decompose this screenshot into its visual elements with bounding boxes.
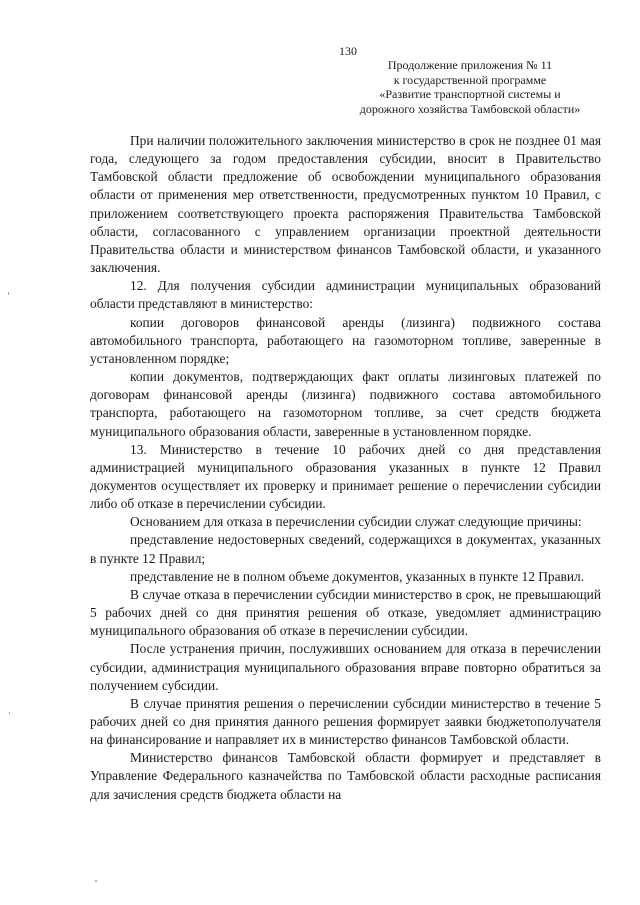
document-body: [90, 132, 601, 804]
paragraph: При наличии положительного заключения министерство в срок не позднее 01 мая года, следующего за годом предоставления субсидии, вносит в Правительство Тамбовской области предложение об освобождении муниципального образования области от применения мер ответственности, предусмотренных пунктом 10 Правил, с приложением соответствующего проекта распоряжения Правительства Тамбовской области, согласованного с управлением организации проектной деятельности Правительства области и министерством финансов Тамбовской области, и указанного заключения.: [90, 133, 601, 276]
list-item: копии документов, подтверждающих факт оплаты лизинговых платежей по договорам финансовой аренды (лизинга) подвижного состава автомобильного транспорта, работающего на газомоторном топливе, за счет средств бюджета муниципального образования области, заверенные в установленном порядке.: [90, 369, 601, 439]
paragraph: В случае принятия решения о перечислении субсидии министерство в течение 5 рабочих дней со дня принятия данного решения формирует заявки бюджетополучателя на финансирование и направляет их в министерство финансов Тамбовской области.: [90, 695, 601, 748]
list-item: представление не в полном объеме документов, указанных в пункте 12 Правил.: [130, 568, 585, 584]
page-number: 130: [339, 44, 357, 58]
paragraph: Основанием для отказа в перечислении субсидии служат следующие причины:: [130, 514, 582, 530]
list-item: копии договоров финансовой аренды (лизинга) подвижного состава автомобильного транспорта, работающего на газомоторном топливе, заверенные в установленном порядке;: [90, 314, 601, 366]
paragraph-item-13: 13. Министерство в течение 10 рабочих дней со дня представления администрацией муниципального образования указанных в пункте 12 Правил документов осуществляет их проверку и принимает решение о перечислении субсидии либо об отказе в перечислении субсидии.: [90, 441, 601, 512]
appendix-header-line: «Развитие транспортной системы и: [379, 87, 561, 101]
appendix-header: [340, 58, 600, 116]
scan-speck: [9, 712, 10, 714]
paragraph: Министерство финансов Тамбовской области формирует и представляет в Управление Федерального казначейства по Тамбовской области расходные расписания для зачисления средств бюджета области на: [90, 750, 601, 802]
list-item: представление недостоверных сведений, содержащихся в документах, указанных в пункте 12 Правил;: [90, 532, 601, 566]
scan-speck: [8, 292, 9, 295]
appendix-header-line: Продолжение приложения № 11: [387, 58, 553, 72]
paragraph: В случае отказа в перечислении субсидии министерство в срок, не превышающий 5 рабочих дней со дня принятия решения об отказе, уведомляет администрацию муниципального образования об отказе в перечислении субсидии.: [90, 586, 601, 639]
paragraph: После устранения причин, послуживших основанием для отказа в перечислении субсидии, администрация муниципального образования вправе повторно обратиться за получением субсидии.: [90, 641, 601, 693]
paragraph-item-12: 12. Для получения субсидии администрации муниципальных образований области представляют в министерство:: [90, 278, 601, 312]
appendix-header-line: к государственной программе: [393, 72, 547, 87]
appendix-header-line: дорожного хозяйства Тамбовской области»: [359, 101, 581, 116]
scan-speck: [95, 880, 97, 882]
